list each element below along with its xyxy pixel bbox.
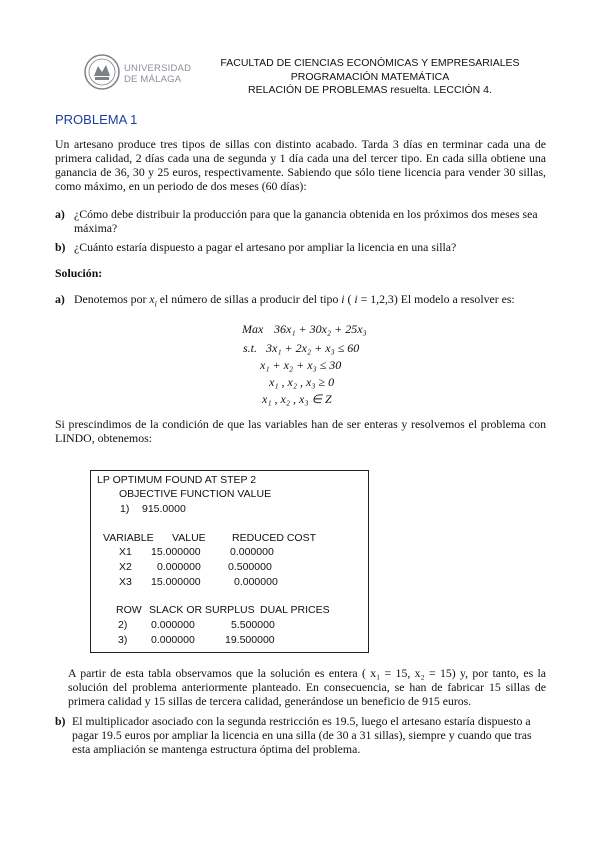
logo-text-line2: DE MÁLAGA <box>124 74 182 85</box>
solution-a-label: a) <box>55 292 65 306</box>
solution-b-label: b) <box>55 714 66 728</box>
row-slack: 0.000000 <box>151 634 195 646</box>
problem-title: PROBLEMA 1 <box>55 112 138 127</box>
solution-a-text <box>74 292 546 311</box>
problem-statement: Un artesano produce tres tipos de sillas con distinto acabado. Tarda 3 días en terminar cada una de primera calidad, 2 días cada una de segunda y 1 día cada una del tercer tipo. En cada silla obtiene una ganancia de 36, 30 y 25 euros, respectivamente. Sabiendo que sólo tiene licencia para vender 30 sillas, como máximo, en un periodo de dos meses (60 días): <box>55 137 546 193</box>
logo-text-line1: UNIVERSIDAD <box>124 63 192 74</box>
question-b <box>55 240 546 254</box>
solution-a-text-4: ( <box>344 292 355 306</box>
optimization-model <box>200 322 420 406</box>
solution-a-var: x <box>149 292 155 306</box>
row-label: 3) <box>118 634 128 646</box>
var-row-var: X1 <box>119 546 132 558</box>
row-label: 2) <box>118 619 128 631</box>
var-row-value: 15.000000 <box>151 576 201 588</box>
row-slack: 0.000000 <box>151 619 195 631</box>
university-seal-icon <box>84 54 120 90</box>
model-constraint-2: x₁ + x₂ + x₃ ≤ 30 <box>260 358 342 372</box>
var-row-var: X3 <box>119 576 132 588</box>
lindo-optimum-line: LP OPTIMUM FOUND AT STEP 2 <box>97 474 257 486</box>
question-a-text: ¿Cómo debe distribuir la producción para que la ganancia obtenida en los próximos dos meses sea máxima? <box>74 207 538 235</box>
var-row-var: X2 <box>119 561 132 573</box>
solution-a-text-3: i <box>341 292 345 306</box>
solution-a-text-2: el número de sillas a producir del tipo <box>156 292 342 306</box>
lindo-objective-heading: OBJECTIVE FUNCTION VALUE <box>119 488 272 500</box>
university-logo <box>84 54 196 92</box>
solution-b <box>55 714 546 756</box>
model-constraint-1: 3x₁ + 2x₂ + x₃ ≤ 60 <box>266 341 360 355</box>
header-lesson: RELACIÓN DE PROBLEMAS resuelta. LECCIÓN 4. <box>248 84 492 96</box>
document-header <box>190 57 550 98</box>
solution-a-text-6: = 1,2,3) El modelo a resolver es: <box>357 292 515 306</box>
model-obj-prefix: Max <box>242 322 264 336</box>
question-a-label: a) <box>55 207 65 221</box>
question-b-label: b) <box>55 240 66 254</box>
col-dual-prices: DUAL PRICES <box>260 604 330 616</box>
solution-conclusion: A partir de esta tabla observamos que la solución es entera ( x₁ = 15, x₂ = 15) y, por tanto, es la solución del problema anteriormente planteado. En consecuencia, se han de fabricar 15 sillas de primera calidad y 15 sillas de tercera calidad, generándose un beneficio de 915 euros. <box>68 666 546 708</box>
solution-a-text-1: Denotemos por <box>74 292 150 306</box>
header-faculty: FACULTAD DE CIENCIAS ECONÓMICAS Y EMPRESARIALES <box>220 57 520 69</box>
col-row: ROW <box>116 604 142 616</box>
var-row-reduced: 0.000000 <box>234 576 278 588</box>
row-dual: 19.500000 <box>225 634 275 646</box>
question-b-text: ¿Cuánto estaría dispuesto a pagar el artesano por ampliar la licencia en una silla? <box>74 240 457 254</box>
lindo-output-box <box>90 470 369 653</box>
solution-heading: Solución: <box>55 266 103 280</box>
header-course: PROGRAMACIÓN MATEMÁTICA <box>290 70 450 83</box>
lindo-objective-label: 1) <box>120 503 130 515</box>
lindo-intro: Si prescindimos de la condición de que las variables han de ser enteras y resolvemos el problema con LINDO, obtenemos: <box>55 417 546 445</box>
col-variable: VARIABLE <box>103 532 154 544</box>
var-row-reduced: 0.000000 <box>230 546 274 558</box>
solution-b-text: El multiplicador asociado con la segunda restricción es 19.5, luego el artesano estaría dispuesto a pagar 19.5 euros por ampliar la licencia en una silla (de 30 a 31 sillas), siempre y cuando que tras esta ampliación se mantenga estructura óptima del problema. <box>72 714 532 756</box>
model-constraint-4: x₁ , x₂ , x₃ ∈ Z <box>262 392 332 406</box>
row-dual: 5.500000 <box>231 619 275 631</box>
question-a <box>55 207 546 235</box>
lindo-objective-value: 915.0000 <box>142 503 186 515</box>
col-reduced-cost: REDUCED COST <box>232 532 317 544</box>
model-constraint-3: x₁ , x₂ , x₃ ≥ 0 <box>269 375 335 389</box>
var-row-value: 0.000000 <box>157 561 201 573</box>
solution-a-text-5: i <box>354 292 358 306</box>
col-slack-surplus: SLACK OR SURPLUS <box>149 604 255 616</box>
model-st-prefix: s.t. <box>243 341 258 355</box>
col-value: VALUE <box>172 532 206 544</box>
model-objective: 36x₁ + 30x₂ + 25x₃ <box>274 322 367 336</box>
solution-a-var-sub: i <box>154 299 157 309</box>
solution-a <box>55 292 546 308</box>
var-row-value: 15.000000 <box>151 546 201 558</box>
var-row-reduced: 0.500000 <box>228 561 272 573</box>
